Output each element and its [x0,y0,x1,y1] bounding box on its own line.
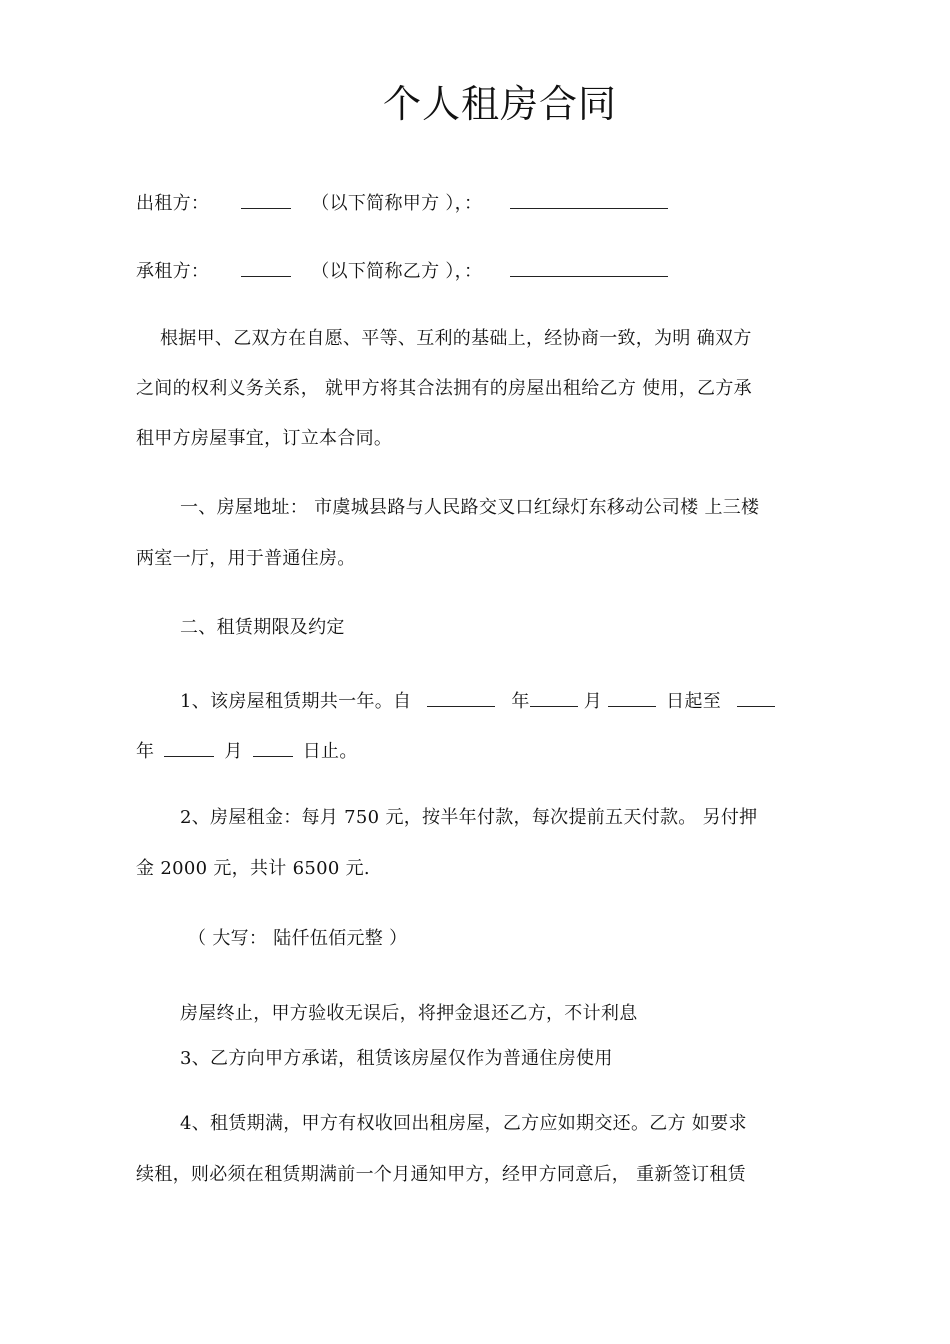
item1-line-2 [136,738,358,764]
section1-line-2: 两室一厅，用于普通住房。 [136,548,356,569]
item2-line-1: 2、房屋租金：每月 750 元，按半年付款，每次提前五天付款。 另付押 [180,807,758,828]
lessor-label: 出租方： [136,193,210,214]
end-month-blank [164,738,214,757]
page-title: 个人租房合同 [382,82,617,126]
lessee-label: 承租方： [136,261,210,282]
lessee-name-blank [241,258,291,277]
preamble-line-3: 租甲方房屋事宜，订立本合同。 [136,428,393,449]
end-year-label: 年 [136,741,155,762]
end-day-blank [253,738,293,757]
item3-line: 3、乙方向甲方承诺，租赁该房屋仅作为普通住房使用 [180,1048,613,1069]
lessee-signature-blank [510,258,668,277]
end-day-label: 日止。 [302,741,358,762]
lessor-signature-blank [510,190,668,209]
item1-prefix: 1、该房屋租赁期共一年。自 [180,691,412,712]
lessor-line [136,190,668,216]
section2-heading: 二、租赁期限及约定 [180,617,345,638]
start-month-blank [530,688,578,707]
item4-line-2: 续租，则必须在租赁期满前一个月通知甲方，经甲方同意后， 重新签订租赁 [136,1164,746,1185]
deposit-note: 房屋终止，甲方验收无误后，将押金退还乙方，不计利息 [180,1003,638,1024]
item4-line-1: 4、租赁期满，甲方有权收回出租房屋，乙方应如期交还。乙方 如要求 [180,1113,747,1134]
lessee-line [136,258,668,284]
item1-line-1 [180,688,775,714]
lessor-name-blank [241,190,291,209]
start-year-blank [427,688,495,707]
capital-amount: （ 大写： 陆仟伍佰元整 ） [188,928,408,949]
item2-line-2: 金 2000 元，共计 6500 元. [136,858,370,879]
preamble-line-1: 根据甲、乙双方在自愿、平等、互利的基础上，经协商一致，为明 确双方 [160,328,752,349]
lessee-alias: （以下简称乙方 ），： [311,261,483,282]
end-month-label: 月 [224,741,243,762]
preamble-line-2: 之间的权利义务关系， 就甲方将其合法拥有的房屋出租给乙方 使用，乙方承 [136,378,752,399]
end-year-blank-part [737,688,775,707]
start-day-label: 日起至 [666,691,722,712]
start-day-blank [608,688,656,707]
start-month-label: 月 [583,691,603,712]
lessor-alias: （以下简称甲方 ），： [311,193,483,214]
start-year-label: 年 [511,691,530,712]
section1-line-1: 一、房屋地址： 市虞城县路与人民路交叉口红绿灯东移动公司楼 上三楼 [180,497,760,518]
